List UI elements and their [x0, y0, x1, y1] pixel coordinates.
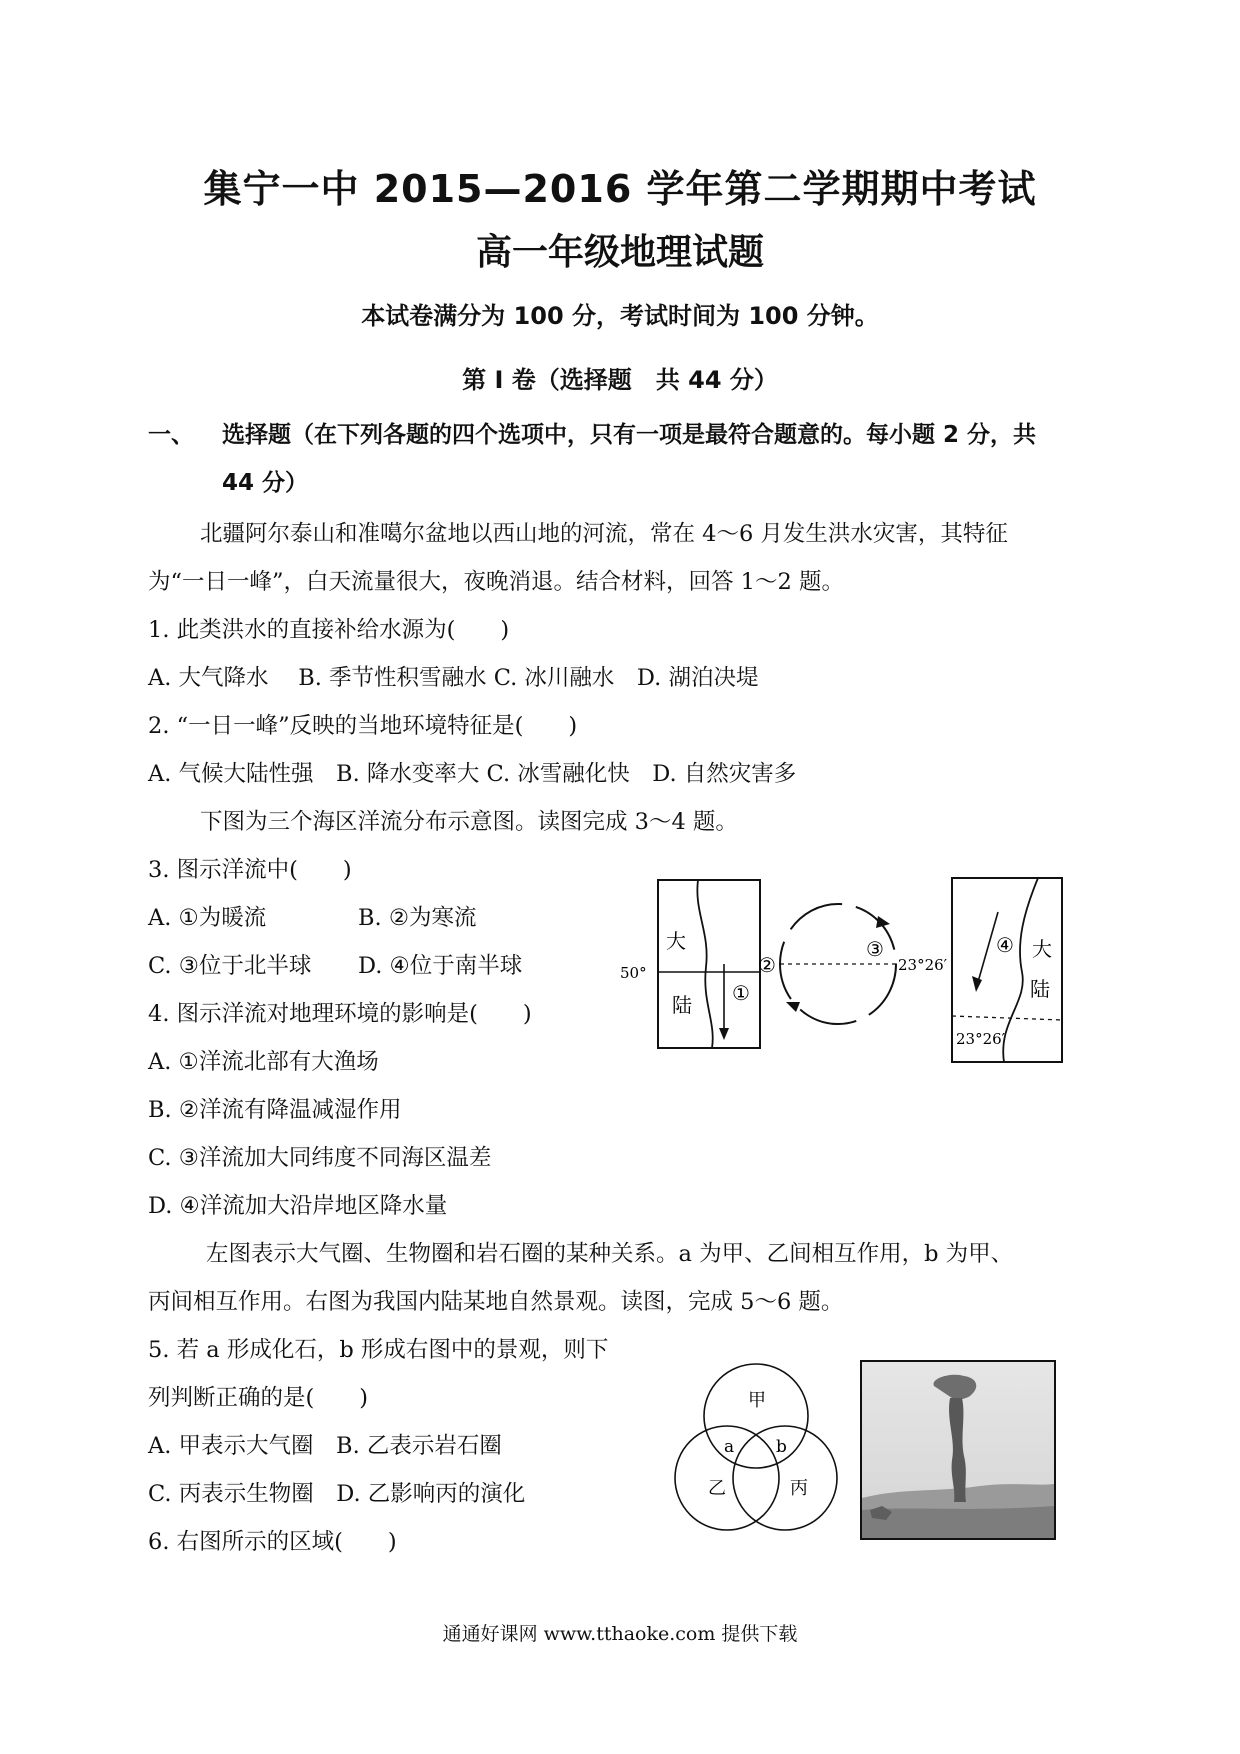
- question-5-options-ab: A. 甲表示大气圈 B. 乙表示岩石圈: [148, 1433, 502, 1459]
- current-box-1: [658, 880, 760, 1048]
- passage-3-line2: 丙间相互作用。右图为我国内陆某地自然景观。读图，完成 5～6 题。: [148, 1289, 844, 1315]
- exam-title: 集宁一中 2015—2016 学年第二学期期中考试: [203, 167, 1037, 211]
- question-2-options: A. 气候大陆性强 B. 降水变率大 C. 冰雪融化快 D. 自然灾害多: [148, 761, 797, 787]
- latitude-line-box3: [952, 1016, 1062, 1020]
- current-1-arrowhead: [719, 1028, 729, 1040]
- question-4-option-b: B. ②洋流有降温减湿作用: [148, 1097, 402, 1123]
- current-4-arrowhead: [972, 976, 982, 992]
- current-4-arrow: [978, 912, 998, 982]
- sphere-venn-diagram: [672, 1358, 842, 1554]
- passage-3-line1: 左图表示大气圈、生物圈和岩石圈的某种关系。a 为甲、乙间相互作用，b 为甲、: [206, 1241, 1014, 1267]
- question-4: 4. 图示洋流对地理环境的影响是( ): [148, 1001, 532, 1027]
- question-2: 2. “一日一峰”反映的当地环境特征是( ): [148, 713, 578, 739]
- question-5-line1: 5. 若 a 形成化石，b 形成右图中的景观，则下: [148, 1337, 609, 1363]
- latitude-label-gyre: 23°26′: [898, 956, 948, 974]
- passage-1-line1: 北疆阿尔泰山和准噶尔盆地以西山地的河流，常在 4～6 月发生洪水灾害，其特征: [200, 521, 1008, 547]
- section-instruction-line1: 选择题（在下列各题的四个选项中，只有一项是最符合题意的。每小题 2 分，共: [222, 422, 1037, 448]
- question-3-option-c: C. ③位于北半球: [148, 953, 312, 979]
- current-label-3: ③: [866, 937, 884, 961]
- gyre-arrowhead-bottom: [786, 1002, 800, 1012]
- venn-label-jia: 甲: [748, 1390, 766, 1411]
- question-1: 1. 此类洪水的直接补给水源为( ): [148, 617, 510, 643]
- current-label-1: ①: [732, 981, 750, 1005]
- venn-label-yi: 乙: [708, 1478, 726, 1499]
- passage-1-line2: 为“一日一峰”，白天流量很大，夜晚消退。结合材料，回答 1～2 题。: [148, 569, 844, 595]
- box3-label-bottom: 陆: [1030, 977, 1050, 1001]
- exam-note: 本试卷满分为 100 分，考试时间为 100 分钟。: [361, 302, 879, 330]
- question-5-options-cd: C. 丙表示生物圈 D. 乙影响丙的演化: [148, 1481, 526, 1507]
- latitude-label-50: 50°: [620, 964, 647, 982]
- footer: 通通好课网 www.tthaoke.com 提供下载: [442, 1623, 798, 1645]
- question-3-option-a: A. ①为暖流: [148, 905, 267, 931]
- box1-label-top: 大: [666, 929, 686, 953]
- section-instruction-line2: 44 分）: [222, 470, 309, 496]
- current-label-2: ②: [758, 953, 776, 977]
- ocean-current-figure: [620, 872, 1070, 1068]
- question-1-options: A. 大气降水 B. 季节性积雪融水 C. 冰川融水 D. 湖泊决堤: [148, 665, 759, 691]
- venn-label-b: b: [776, 1437, 787, 1457]
- current-label-4: ④: [996, 933, 1014, 957]
- question-6: 6. 右图所示的区域( ): [148, 1529, 397, 1555]
- question-4-option-a: A. ①洋流北部有大渔场: [148, 1049, 379, 1075]
- coastline-3: [1003, 878, 1038, 1062]
- question-3-option-d: D. ④位于南半球: [358, 953, 523, 979]
- venn-label-a: a: [724, 1437, 735, 1457]
- landscape-photo: [860, 1360, 1056, 1540]
- question-3-option-b: B. ②为寒流: [358, 905, 477, 931]
- question-4-option-d: D. ④洋流加大沿岸地区降水量: [148, 1193, 448, 1219]
- question-3: 3. 图示洋流中( ): [148, 857, 352, 883]
- passage-2: 下图为三个海区洋流分布示意图。读图完成 3～4 题。: [200, 809, 738, 835]
- box3-label-top: 大: [1032, 937, 1052, 961]
- venn-label-bing: 丙: [790, 1478, 808, 1499]
- question-4-option-c: C. ③洋流加大同纬度不同海区温差: [148, 1145, 492, 1171]
- question-5-line2: 列判断正确的是( ): [148, 1385, 369, 1411]
- venn-circle-jia: [704, 1364, 808, 1468]
- volume-heading: 第 I 卷（选择题 共 44 分）: [462, 366, 778, 394]
- latitude-label-box3: 23°26′: [956, 1030, 1006, 1048]
- section-number: 一、: [148, 422, 194, 448]
- box1-label-bottom: 陆: [672, 993, 692, 1017]
- coastline-1: [697, 880, 712, 1048]
- exam-subtitle: 高一年级地理试题: [475, 232, 764, 273]
